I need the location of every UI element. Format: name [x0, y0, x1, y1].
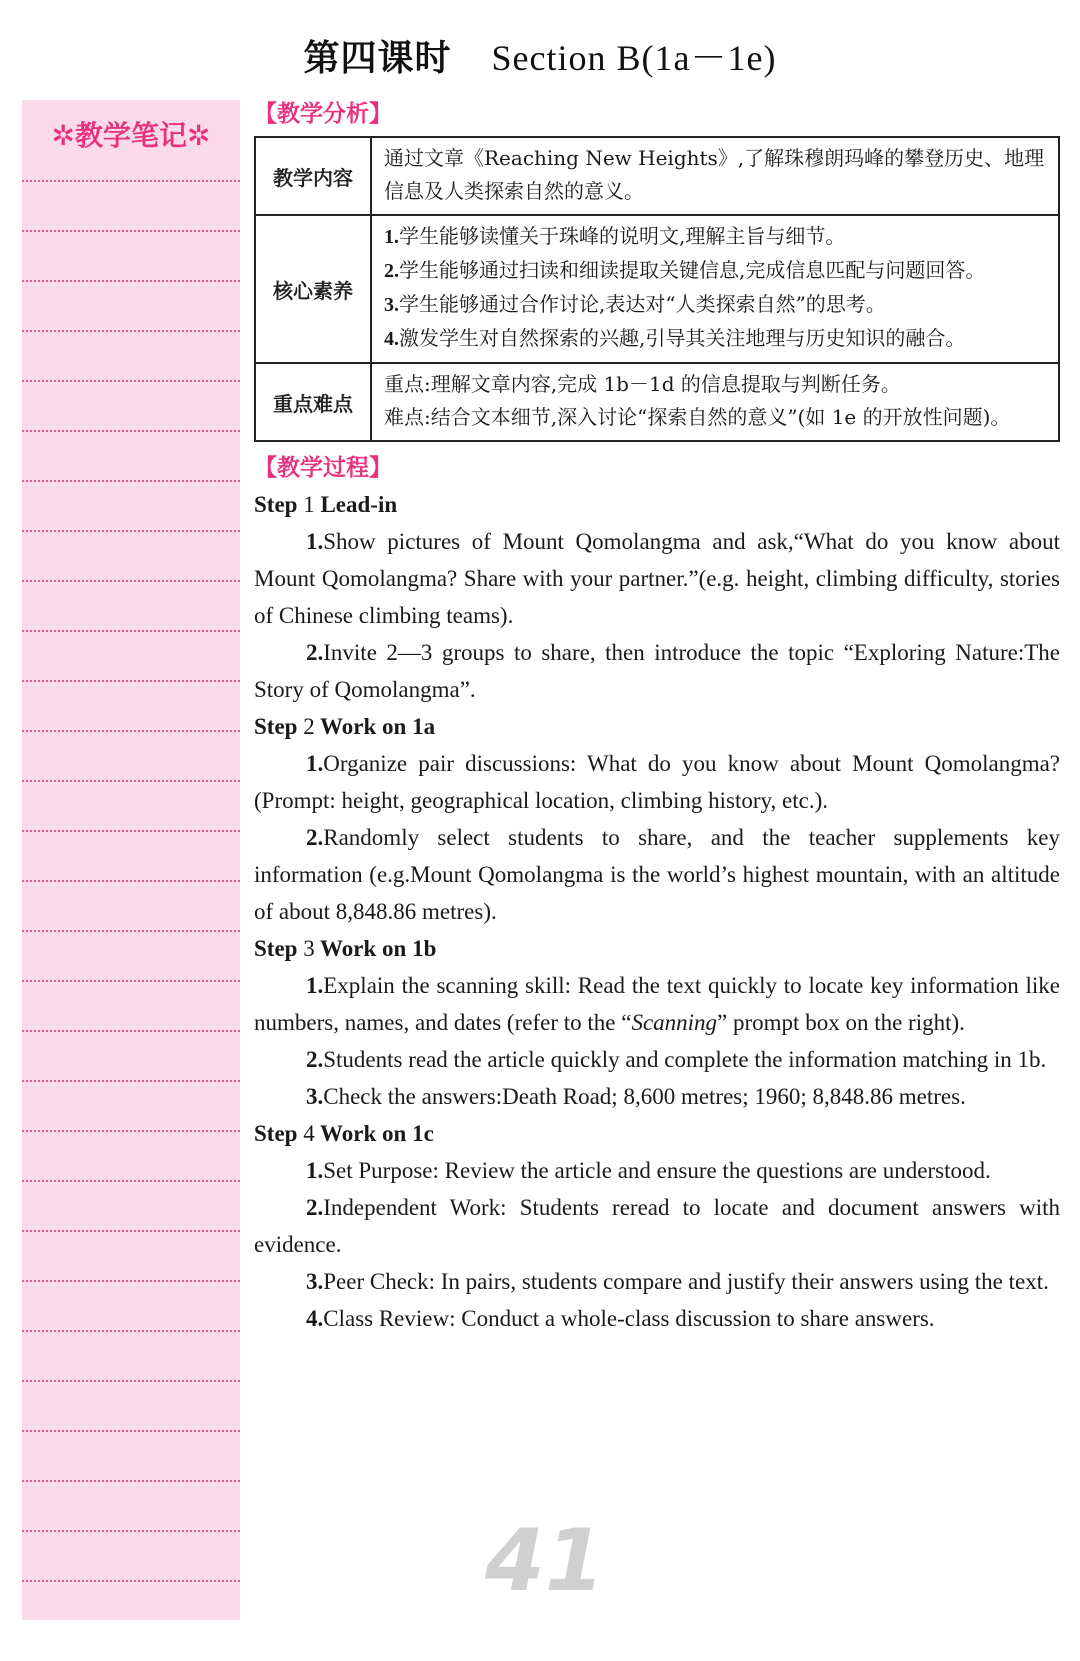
note-line: [22, 230, 240, 232]
notes-sidebar: [22, 100, 240, 1620]
note-line: [22, 330, 240, 332]
note-line: [22, 980, 240, 982]
main-content: [254, 96, 1060, 1337]
note-line: [22, 1230, 240, 1232]
step-item: 2.Invite 2—3 groups to share, then introduce the topic “Exploring Nature:The Story of Qomolangma”.: [254, 640, 1060, 702]
note-line: [22, 680, 240, 682]
step-title: Step 1 Lead-in: [254, 492, 398, 517]
step-title: Step 3 Work on 1b: [254, 936, 437, 961]
content-text: 通过文章《Reaching New Heights》,了解珠穆朗玛峰的攀登历史、地理信息及人类探索自然的意义。: [371, 137, 1059, 215]
note-line: [22, 380, 240, 382]
note-line: [22, 530, 240, 532]
step-item: 2.Independent Work: Students reread to locate and document answers with evidence.: [254, 1195, 1060, 1257]
process-section: [254, 450, 1060, 1337]
key-list: [371, 363, 1059, 441]
note-line: [22, 830, 240, 832]
step-title: Step 4 Work on 1c: [254, 1121, 434, 1146]
step-item: 2.Randomly select students to share, and the teacher supplements key information (e.g.Mount Qomolangma is the world’s highest mountain, with an altitude of about 8,848.86 metres).: [254, 825, 1060, 924]
note-line: [22, 1030, 240, 1032]
lesson-label: 第四课时: [303, 38, 452, 79]
note-line: [22, 1280, 240, 1282]
page-number: 41: [485, 1511, 605, 1611]
step-item: 1.Explain the scanning skill: Read the text quickly to locate key information like numbers, names, and dates (refer to the “Scanning” prompt box on the right).: [254, 973, 1060, 1035]
table-row: [255, 215, 1059, 363]
page-title: [0, 30, 1080, 81]
note-line: [22, 1430, 240, 1432]
note-line: [22, 1380, 240, 1382]
note-line: [22, 730, 240, 732]
key-points: 重点:理解文章内容,完成 1b－1d 的信息提取与判断任务。: [384, 372, 901, 396]
note-line: [22, 430, 240, 432]
note-line: [22, 1530, 240, 1532]
note-line: [22, 1330, 240, 1332]
step-item: 3.Peer Check: In pairs, students compare and justify their answers using the text.: [306, 1269, 1049, 1294]
core-label: 核心素养: [255, 215, 371, 363]
note-line: [22, 1480, 240, 1482]
step-item: 1.Set Purpose: Review the article and ensure the questions are understood.: [306, 1158, 991, 1183]
note-line: [22, 630, 240, 632]
step-item: 1.Organize pair discussions: What do you know about Mount Qomolangma? (Prompt: height, geographical location, climbing history, etc.).: [254, 751, 1060, 813]
step-item: 4.Class Review: Conduct a whole-class discussion to share answers.: [306, 1306, 935, 1331]
key-label: 重点难点: [255, 363, 371, 441]
step-item: 2.Students read the article quickly and complete the information matching in 1b.: [306, 1047, 1047, 1072]
content-label: 教学内容: [255, 137, 371, 215]
note-line: [22, 1080, 240, 1082]
core-list: [371, 215, 1059, 363]
note-line: [22, 1580, 240, 1582]
notes-title: ✲教学笔记✲: [51, 119, 211, 152]
note-line: [22, 930, 240, 932]
list-item: 4.激发学生对自然探索的兴趣,引导其关注地理与历史知识的融合。: [384, 326, 966, 350]
note-line: [22, 280, 240, 282]
step-item: 3.Check the answers:Death Road; 8,600 metres; 1960; 8,848.86 metres.: [306, 1084, 966, 1109]
step-title: Step 2 Work on 1a: [254, 714, 436, 739]
analysis-heading: 【教学分析】: [254, 101, 392, 127]
list-item: 3.学生能够通过合作讨论,表达对“人类探索自然”的思考。: [384, 292, 886, 316]
note-line: [22, 480, 240, 482]
list-item: 2.学生能够通过扫读和细读提取关键信息,完成信息匹配与问题回答。: [384, 258, 986, 282]
note-line: [22, 180, 240, 182]
list-item: 1.学生能够读懂关于珠峰的说明文,理解主旨与细节。: [384, 224, 846, 248]
difficulties: 难点:结合文本细节,深入讨论“探索自然的意义”(如 1e 的开放性问题)。: [384, 405, 1011, 429]
table-row: [255, 137, 1059, 215]
note-line: [22, 780, 240, 782]
table-row: [255, 363, 1059, 441]
step-item: 1.Show pictures of Mount Qomolangma and ask,“What do you know about Mount Qomolangma? Share with your partner.”(e.g. height, climbing difficulty, stories of Chinese climbing teams).: [254, 529, 1060, 628]
note-line: [22, 1130, 240, 1132]
analysis-table: [254, 136, 1060, 442]
section-label: Section B(1a－1e): [491, 38, 777, 78]
process-heading: 【教学过程】: [254, 455, 392, 481]
note-line: [22, 1180, 240, 1182]
note-line: [22, 880, 240, 882]
note-line: [22, 580, 240, 582]
